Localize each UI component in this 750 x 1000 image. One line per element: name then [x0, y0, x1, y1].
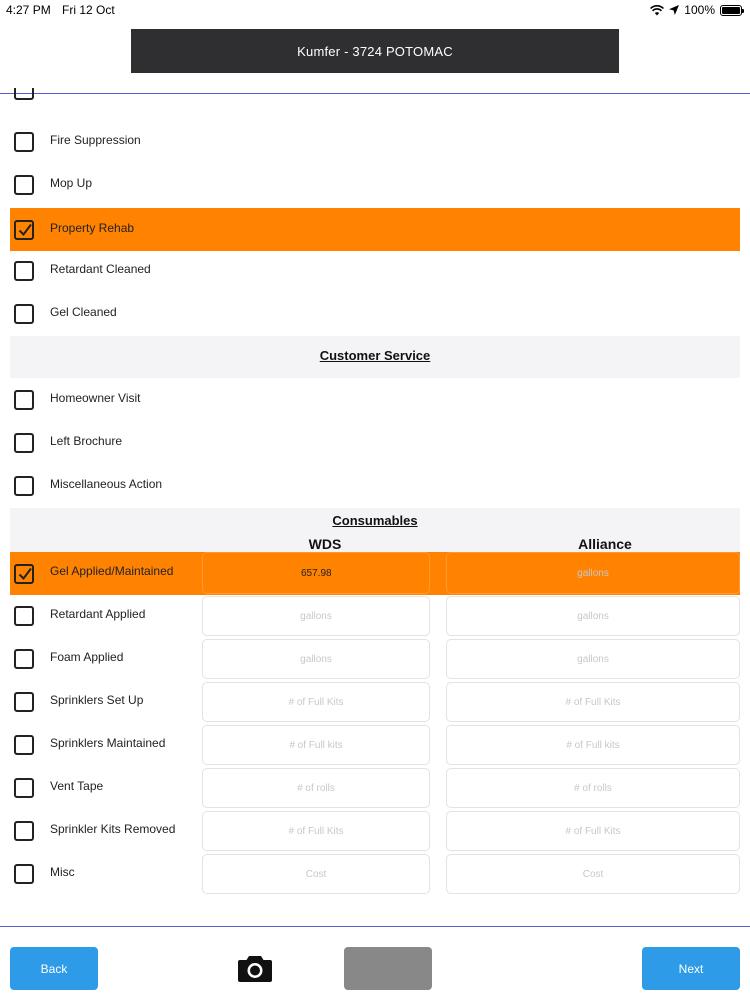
- wds-sprinklers-set-up-input[interactable]: [202, 682, 430, 722]
- page-title: Kumfer - 3724 POTOMAC: [131, 29, 619, 73]
- alliance-foam-applied-input[interactable]: [446, 639, 740, 679]
- section-title-consumables: Consumables: [332, 513, 418, 528]
- alliance-sprinkler-kits-removed-input[interactable]: [446, 811, 740, 851]
- label-homeowner-visit: Homeowner Visit: [50, 391, 141, 405]
- label-fire-suppression: Fire Suppression: [50, 133, 141, 147]
- checkmark-icon: [17, 222, 33, 238]
- list-item-left-brochure[interactable]: [10, 421, 740, 464]
- list-item-miscellaneous-action[interactable]: [10, 464, 740, 507]
- checkbox-gel-cleaned[interactable]: [14, 304, 34, 324]
- column-header-wds: WDS: [308, 536, 342, 552]
- section-consumables: [10, 508, 740, 552]
- battery-percent: 100%: [684, 3, 715, 17]
- section-customer-service: [10, 336, 740, 378]
- disabled-middle-button[interactable]: [344, 947, 432, 990]
- checkbox-sprinklers-set-up[interactable]: [14, 692, 34, 712]
- checkbox-homeowner-visit[interactable]: [14, 390, 34, 410]
- checkbox-sprinklers-maintained[interactable]: [14, 735, 34, 755]
- alliance-sprinklers-set-up-input[interactable]: [446, 682, 740, 722]
- checkbox-sprinkler-kits-removed[interactable]: [14, 821, 34, 841]
- label-left-brochure: Left Brochure: [50, 434, 123, 448]
- alliance-retardant-applied-input[interactable]: [446, 596, 740, 636]
- label-vent-tape: Vent Tape: [50, 779, 104, 793]
- camera-button[interactable]: [238, 953, 272, 983]
- wds-misc-input[interactable]: [202, 854, 430, 894]
- label-retardant-cleaned: Retardant Cleaned: [50, 262, 151, 276]
- status-indicators: [650, 3, 742, 17]
- label-miscellaneous-action: Miscellaneous Action: [50, 477, 163, 491]
- checkbox-gel-applied[interactable]: [14, 564, 34, 584]
- label-retardant-applied: Retardant Applied: [50, 607, 146, 621]
- wds-gel-applied-input[interactable]: [202, 552, 430, 594]
- list-item-retardant-cleaned[interactable]: [10, 249, 740, 292]
- status-time: 4:27 PM: [6, 3, 51, 17]
- section-title-customer-service: Customer Service: [319, 348, 431, 363]
- label-foam-applied: Foam Applied: [50, 650, 124, 664]
- wds-retardant-applied-input[interactable]: [202, 596, 430, 636]
- label-sprinkler-kits-removed: Sprinkler Kits Removed: [50, 822, 176, 836]
- status-date: Fri 12 Oct: [62, 3, 115, 17]
- back-button[interactable]: Back: [10, 947, 98, 990]
- list-item-fire-suppression[interactable]: [10, 120, 740, 163]
- checkbox-left-brochure[interactable]: [14, 433, 34, 453]
- checkbox-mop-up[interactable]: [14, 175, 34, 195]
- column-header-alliance: Alliance: [578, 536, 632, 552]
- alliance-vent-tape-input[interactable]: [446, 768, 740, 808]
- list-item-gel-cleaned[interactable]: [10, 292, 740, 335]
- label-gel-cleaned: Gel Cleaned: [50, 305, 117, 319]
- camera-icon: [238, 953, 272, 983]
- checkbox-property-rehab[interactable]: [14, 220, 34, 240]
- checkbox-foam-applied[interactable]: [14, 649, 34, 669]
- checkbox-retardant-applied[interactable]: [14, 606, 34, 626]
- wds-vent-tape-input[interactable]: [202, 768, 430, 808]
- label-gel-applied: Gel Applied/Maintained: [50, 564, 174, 578]
- list-item-mop-up[interactable]: [10, 163, 740, 206]
- wds-sprinklers-maintained-input[interactable]: [202, 725, 430, 765]
- list-item-homeowner-visit[interactable]: [10, 378, 740, 421]
- checkbox-miscellaneous-action[interactable]: [14, 476, 34, 496]
- list-item-property-rehab[interactable]: [10, 208, 740, 251]
- label-sprinklers-maintained: Sprinklers Maintained: [50, 736, 166, 750]
- checkbox-fire-suppression[interactable]: [14, 132, 34, 152]
- checkbox[interactable]: [14, 88, 34, 100]
- divider-bottom: [0, 926, 750, 927]
- label-mop-up: Mop Up: [50, 176, 93, 190]
- checkbox-vent-tape[interactable]: [14, 778, 34, 798]
- alliance-misc-input[interactable]: [446, 854, 740, 894]
- label-property-rehab: Property Rehab: [50, 221, 135, 235]
- checkbox-misc[interactable]: [14, 864, 34, 884]
- wifi-icon: [650, 5, 664, 16]
- label-misc: Misc: [50, 865, 75, 879]
- list-item-partial: [10, 88, 740, 102]
- battery-icon: [720, 5, 742, 16]
- wds-foam-applied-input[interactable]: [202, 639, 430, 679]
- alliance-sprinklers-maintained-input[interactable]: [446, 725, 740, 765]
- checkmark-icon: [17, 566, 33, 582]
- location-arrow-icon: [669, 5, 679, 15]
- next-button[interactable]: Next: [642, 947, 740, 990]
- status-bar: [0, 0, 750, 20]
- alliance-gel-applied-input[interactable]: [446, 552, 740, 594]
- checkbox-retardant-cleaned[interactable]: [14, 261, 34, 281]
- label-sprinklers-set-up: Sprinklers Set Up: [50, 693, 144, 707]
- wds-sprinkler-kits-removed-input[interactable]: [202, 811, 430, 851]
